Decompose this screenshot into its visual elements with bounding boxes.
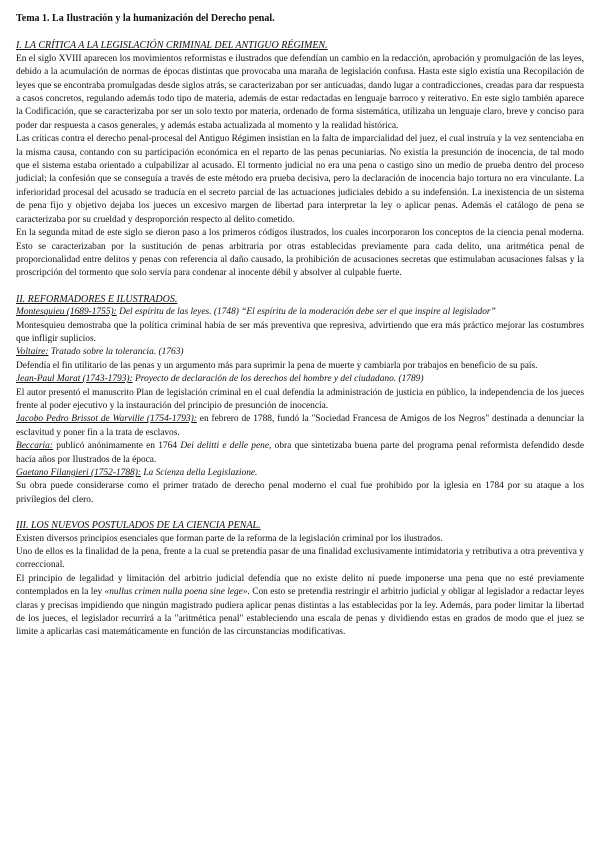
entry-author: Jean-Paul Marat (1743-1793): — [16, 374, 133, 385]
paragraph: En la segunda mitad de este siglo se dieron paso a los primeros códigos ilustrados, los cuales incorporaron los conceptos de la ciencia penal moderna. Esto se caracterizaban por la sustitución de penas arbitraria por otras establecidas previamente para cada delito, una aritmética penal de proporcionalidad entre delitos y penas con referencia al daño causado, la prohibición de acusaciones secretas que estimulaban acusaciones falsas y la proscripción del tormento que solo servía para condenar al inocente débil y absolver al culpable fuerte. — [16, 228, 584, 279]
entry-author: Montesquieu (1689-1755): — [16, 307, 117, 318]
paragraph: En el siglo XVIII aparecen los movimientos reformistas e ilustrados que defendían un cambio en la redacción, aprobación y promulgación de las leyes, debido a la acumulación de normas de épocas distintas que provocaba una maraña de legislación confusa. Hasta este siglo existía una Recopilación de leyes que se encontraba promulgadas desde siglos atrás, se caracterizaban por ser anticuadas, dando lugar a contradicciones, creadas para dar respuesta a casos concretos, regulando además todo tipo de materia, además de estar redactadas en lenguaje barroco y reiterativo. En este siglo también aparece la Codificación, que se caracterizaba por ser un solo texto por materia, ordenado de forma sistemática, utilizaba un lenguaje claro, breve y conciso para poder dar respuesta a casos generales, y además estaba actualizada al momento y la realidad histórica. — [16, 53, 584, 131]
paragraph: Uno de ellos es la finalidad de la pena, frente a la cual se pretendía pasar de una finalidad exclusivamente intimidatoria y retributiva a otra preventiva y correccional. — [16, 547, 584, 571]
entry-work: Dei delitti e delle pene, — [180, 441, 272, 452]
entry-heading-voltaire — [16, 346, 584, 359]
paragraph-text: El principio de legalidad y limitación del arbitrio judicial defendía que no existe delito ni puede imponerse una pena que no esté previamente contemplados en la ley — [16, 573, 584, 598]
section-heading-2: II. REFORMADORES E ILUSTRADOS. — [16, 293, 178, 305]
section-critica — [16, 39, 584, 280]
paragraph: Las críticas contra el derecho penal-procesal del Antiguo Régimen insistían en la falta de imparcialidad del juez, el cual instruía y la vez sentenciaba en la misma causa, contando con su participación económica en el reparto de las penas pecuniarias. No existía la presunción de inocencia, de tal modo que el sistema estaba orientado a culpabilizar al acusado. El tormento judicial no era una pena o castigo sino un medio de prueba dentro del proceso judicial; la confesión que se conseguía a través de este método era prueba decisiva, pero la declaración de inocencia bajo tortura no era vinculante. La inferioridad procesal del acusado se traducía en el secreto parcial de las actuaciones judiciales debido a su indefensión. La inexistencia de un sistema de pena fijo y objetivo dejaba los jueces un excesivo margen de libertad para interpretar la ley o aplicar penas. Además el catálogo de pena se caracterizaba por su crueldad y desproporción respecto al delito cometido. — [16, 134, 584, 225]
entry-work: Del espíritu de las leyes. (1748) “El espíritu de la moderación debe ser el que inspire al legislador” — [116, 307, 496, 318]
section-heading-1: I. LA CRÍTICA A LA LEGISLACIÓN CRIMINAL DEL ANTIGUO RÉGIMEN. — [16, 40, 328, 52]
entry-work: La Scienza della Legislazione. — [140, 468, 258, 478]
entry-body: El autor presentó el manuscrito Plan de legislación criminal en el cual defendía la administración de justicia en público, la independencia de los jueces frente al poder ejecutivo y la instauración del principio de presunción de inocencia. — [16, 387, 584, 411]
document-title: Tema 1. La Ilustración y la humanización del Derecho penal. — [16, 13, 275, 24]
entry-beccaria — [16, 440, 584, 467]
entry-heading-montesquieu — [16, 306, 584, 319]
latin-maxim: «nullus crimen nulla poena sine lege». — [104, 587, 250, 598]
entry-author: Jacobo Pedro Brissot de Warville (1754-1793): — [16, 414, 197, 425]
entry-body: Su obra puede considerarse como el primer tratado de derecho penal moderno el cual fue prohibido por la iglesia en 1784 por su ataque a los privilegios del clero. — [16, 481, 584, 505]
section-reformadores — [16, 293, 584, 508]
entry-author: Beccaria: — [16, 441, 53, 452]
entry-author: Voltaire: — [16, 347, 49, 358]
entry-body: en febrero de 1788, fundó la "Sociedad Francesa de Amigos de los Negros" destinada a denunciar la esclavitud y poner fin a la trata de esclavos. — [16, 414, 584, 438]
entry-work: Proyecto de declaración de los derechos del hombre y del ciudadano. (1789) — [132, 374, 424, 385]
paragraph-text: Con esto se pretendía restringir el arbitrio judicial y obligar al legislador a redactar leyes claras y precisas impidiendo que ningún magistrado pudiera aplicar penas distintas a las establecidas por la ley. Además, para poder limitar la libertad de los jueces, el legislador recurrirá a la "aritmética penal" estableciendo una escala de penas y dividiendo estas en grados de modo que el juez se limite a aplicarlas casi matemáticamente en función de las circunstancias modificativas. — [16, 587, 585, 638]
entry-author: Gaetano Filangieri (1752-1788): — [16, 468, 141, 478]
entry-body: obra que sintetizaba buena parte del programa penal reformista defendido desde hacía años por Ilustrados de la época. — [16, 441, 584, 465]
entry-body: Montesquieu demostraba que la política criminal había de ser más preventiva que represiva, advirtiendo que era más práctico mejorar las costumbres que infligir suplicios. — [16, 320, 584, 344]
entry-work: Tratado sobre la tolerancia. (1763) — [48, 347, 184, 358]
section-postulados — [16, 519, 584, 640]
entry-body: Defendía el fin utilitario de las penas y un argumento más para suprimir la pena de muerte y cambiarla por trabajos en beneficio de su país. — [16, 360, 538, 371]
paragraph — [16, 573, 584, 640]
paragraph: Existen diversos principios esenciales que forman parte de la reforma de la legislación criminal por los ilustrados. — [16, 533, 443, 544]
entry-heading-marat — [16, 373, 584, 386]
section-heading-3: III. LOS NUEVOS POSTULADOS DE LA CIENCIA PENAL. — [16, 520, 261, 532]
entry-heading-filangieri — [16, 467, 584, 480]
document-page — [16, 12, 584, 652]
entry-body: publicó anónimamente en 1764 — [52, 441, 181, 452]
entry-brissot — [16, 413, 584, 440]
